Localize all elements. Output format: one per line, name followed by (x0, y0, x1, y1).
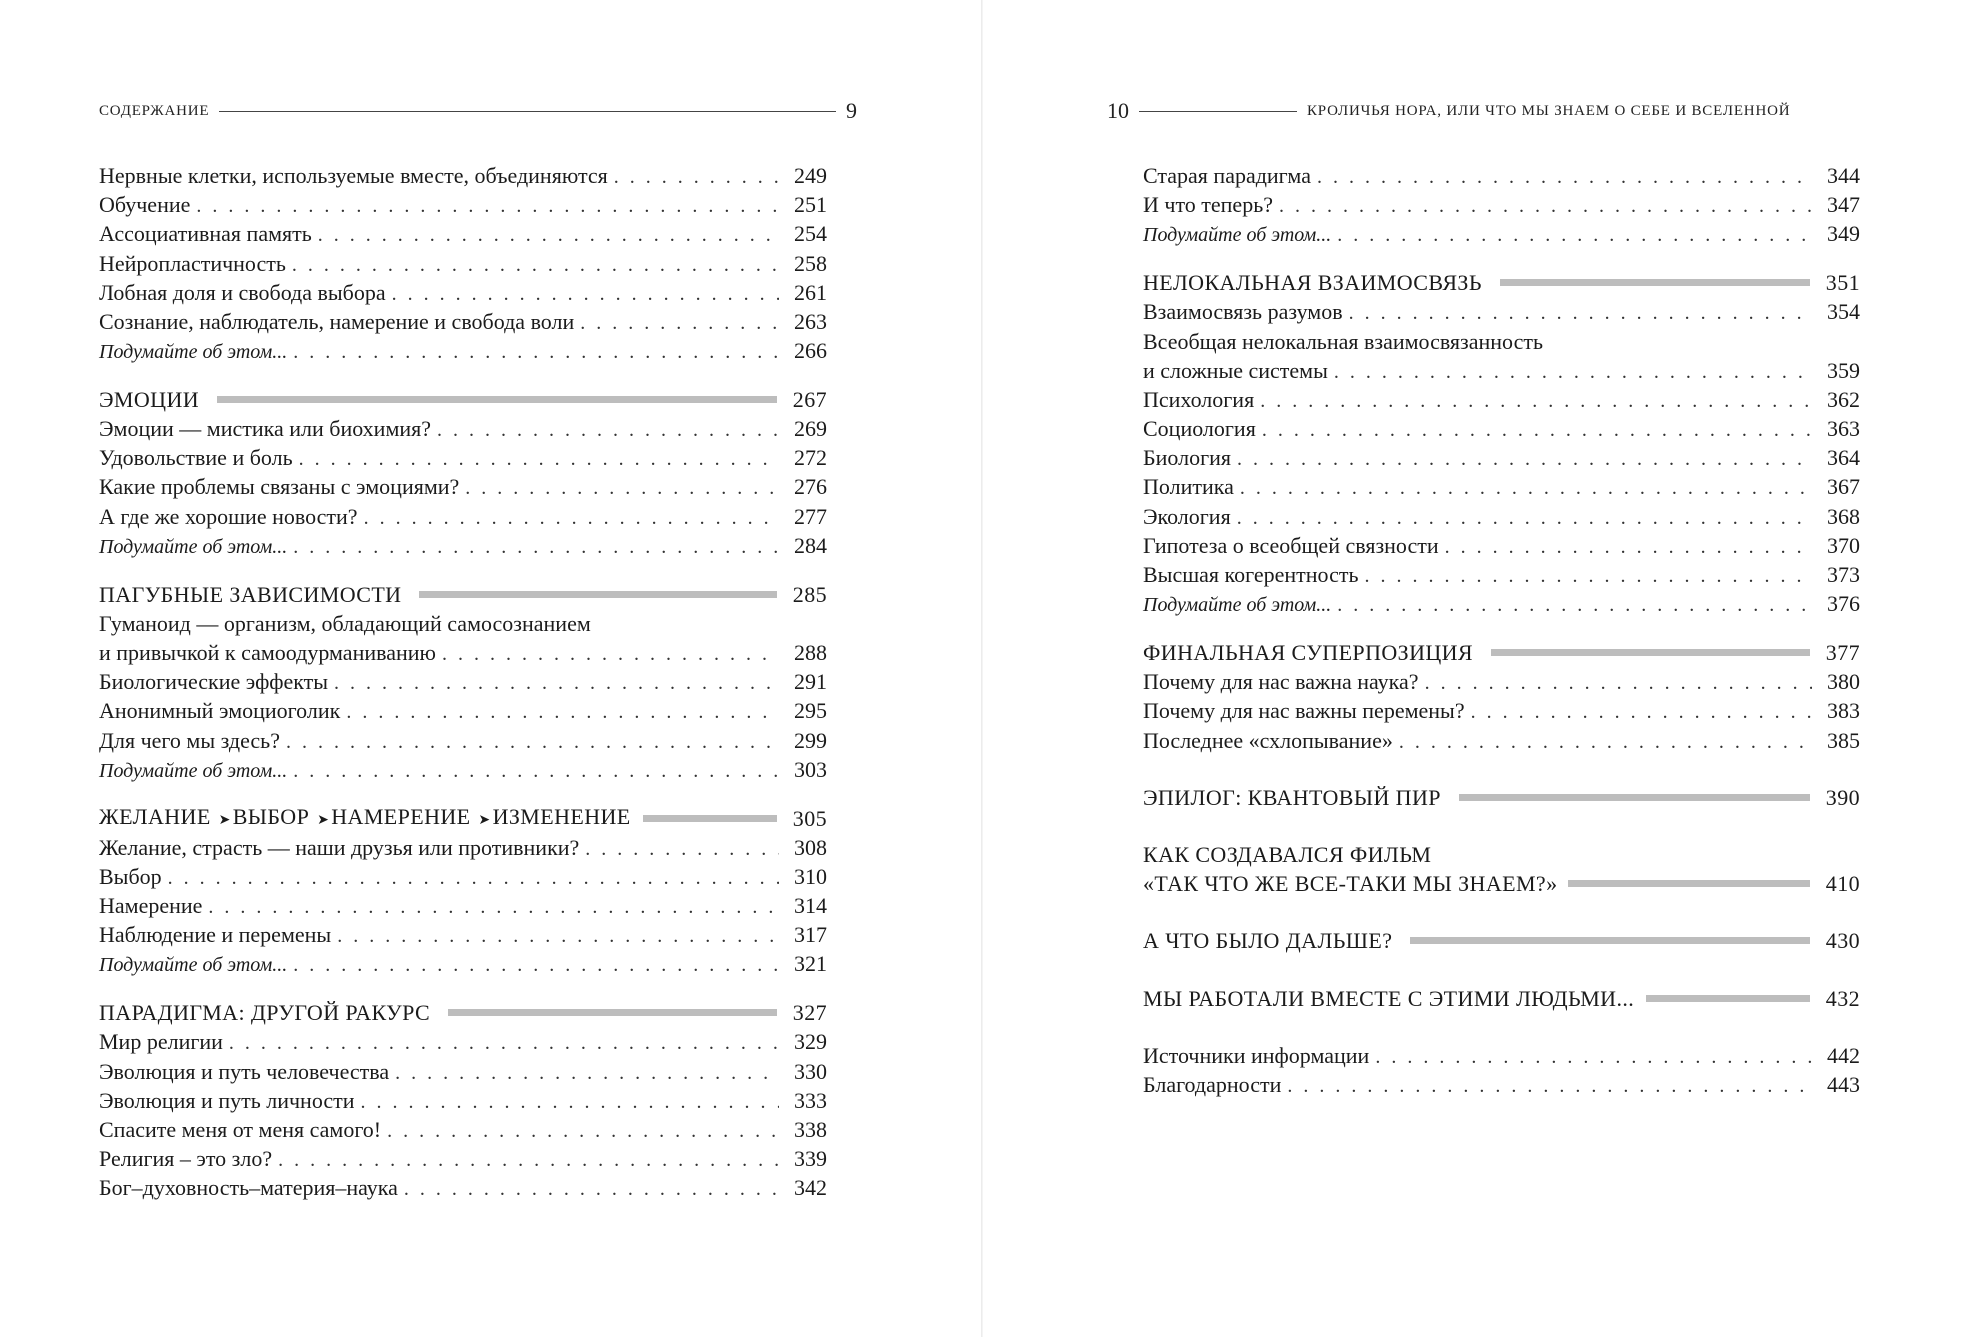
toc-entry-title: Анонимный эмоциоголик (99, 698, 341, 724)
toc-entry-title: Экология (1143, 503, 1231, 529)
toc-entry-page: 269 (794, 416, 827, 442)
table-of-contents (1143, 161, 1860, 1099)
leader-dots (387, 1117, 779, 1146)
toc-entry-page: 321 (794, 951, 827, 977)
chapter-heading-epilogue[interactable] (1143, 783, 1860, 812)
chapter-bar (217, 396, 777, 403)
toc-entry-title: Эволюция и путь личности (99, 1087, 355, 1113)
toc-entry-title: Ассоциативная память (99, 221, 312, 247)
toc-entry[interactable] (99, 161, 827, 190)
leader-dots (1279, 192, 1812, 221)
leader-dots (1262, 416, 1812, 445)
toc-entry-page: 443 (1827, 1071, 1860, 1097)
chapter-page: 305 (792, 805, 827, 831)
toc-entry-think[interactable] (1143, 589, 1860, 618)
chapter-bar (643, 815, 777, 822)
chapter-title: ЭПИЛОГ: КВАНТОВЫЙ ПИР (1143, 784, 1441, 810)
toc-entry[interactable] (99, 190, 827, 219)
leader-dots (1337, 221, 1812, 250)
toc-entry[interactable] (1143, 443, 1860, 472)
toc-entry[interactable] (99, 891, 827, 920)
toc-entry-page: 277 (794, 503, 827, 529)
leader-dots (1375, 1043, 1812, 1072)
toc-entry-page: 376 (1827, 591, 1860, 617)
toc-entry-title: Биология (1143, 445, 1232, 471)
chapter-title: ЭМОЦИИ (99, 387, 200, 412)
leader-dots (293, 757, 779, 786)
leader-dots (196, 192, 779, 221)
toc-entry-title: и сложные системы (1143, 357, 1328, 383)
leader-dots (337, 922, 779, 951)
chapter-bar (1568, 880, 1810, 887)
arrow-right-icon: ➤ (218, 812, 231, 828)
toc-entry-title: Нейропластичность (99, 250, 286, 276)
section-gap (1143, 1013, 1860, 1041)
leader-dots (229, 1029, 779, 1058)
toc-entry[interactable] (99, 443, 827, 472)
toc-entry-page: 339 (794, 1146, 827, 1172)
toc-entry[interactable] (99, 472, 827, 501)
table-of-contents (99, 161, 827, 1203)
leader-dots (168, 864, 779, 893)
leader-dots (1237, 445, 1812, 474)
toc-entry[interactable] (1143, 667, 1860, 696)
toc-entry-title: Религия – это зло? (99, 1146, 273, 1172)
chapter-page: 267 (792, 387, 827, 412)
leader-dots (1287, 1072, 1812, 1101)
toc-entry[interactable] (99, 1115, 827, 1144)
leader-dots (580, 309, 779, 338)
toc-entry-page: 349 (1827, 221, 1860, 247)
leader-dots (286, 728, 779, 757)
leader-dots (208, 893, 779, 922)
leader-dots (1260, 387, 1812, 416)
toc-entry[interactable] (1143, 356, 1860, 385)
toc-entry-title: Почему для нас важны перемены? (1143, 698, 1465, 724)
toc-entry[interactable] (1143, 696, 1860, 725)
chapter-bar (1459, 794, 1810, 801)
toc-entry-page: 263 (794, 308, 827, 334)
toc-entry-title: Мир религии (99, 1029, 223, 1055)
toc-entry-think[interactable] (99, 531, 827, 560)
toc-entry[interactable] (99, 833, 827, 862)
toc-entry-title: Бог–духовность–материя–наука (99, 1175, 398, 1201)
chapter-heading-next[interactable] (1143, 926, 1860, 955)
leader-dots (334, 669, 779, 698)
toc-entry-page: 251 (794, 192, 827, 218)
leader-dots (293, 951, 779, 980)
toc-entry-page: 299 (794, 727, 827, 753)
toc-entry-title: и привычкой к самоодурманиванию (99, 640, 436, 665)
toc-entry-page: 303 (794, 756, 827, 782)
leader-dots (293, 338, 779, 367)
toc-entry-title: Биологические эффекты (99, 669, 329, 695)
toc-entry-page: 347 (1827, 192, 1860, 218)
page-number: 9 (846, 98, 857, 123)
toc-entry-title: Подумайте об этом... (99, 954, 288, 977)
toc-entry-title: Подумайте об этом... (99, 759, 288, 782)
toc-entry[interactable] (99, 1173, 827, 1202)
leader-dots (1317, 163, 1812, 192)
toc-entry[interactable] (1143, 385, 1860, 414)
chapter-title: А ЧТО БЫЛО ДАЛЬШЕ? (1143, 928, 1393, 954)
leader-dots (404, 1175, 779, 1204)
chapter-page: 432 (1825, 985, 1860, 1011)
toc-entry-title: Старая парадигма (1143, 163, 1311, 188)
leader-dots (1334, 358, 1812, 387)
leader-dots (437, 416, 779, 445)
leader-dots (585, 835, 779, 864)
toc-entry[interactable] (99, 1144, 827, 1173)
right-page (982, 0, 1965, 1337)
toc-entry-think[interactable] (99, 336, 827, 365)
toc-entry[interactable] (1143, 726, 1860, 755)
chapter-bar (448, 1009, 777, 1016)
toc-entry-think[interactable] (1143, 219, 1860, 248)
leader-dots (278, 1146, 779, 1175)
leader-dots (465, 474, 779, 503)
toc-entry-title: Политика (1143, 474, 1234, 500)
toc-entry-title: Психология (1143, 386, 1255, 412)
toc-entry-page: 329 (794, 1029, 827, 1055)
toc-entry-page: 276 (794, 474, 827, 500)
leader-dots (395, 1059, 779, 1088)
running-head-title: КРОЛИЧЬЯ НОРА, ИЛИ ЧТО МЫ ЗНАЕМ О СЕБЕ И ВСЕЛЕННОЙ (1307, 102, 1791, 119)
chapter-heading-people[interactable] (1143, 984, 1860, 1013)
chapter-page: 327 (792, 1000, 827, 1026)
chapter-title: НЕЛОКАЛЬНАЯ ВЗАИМОСВЯЗЬ (1143, 270, 1482, 296)
toc-entry[interactable] (99, 638, 827, 667)
chapter-heading-final[interactable] (1143, 638, 1860, 667)
toc-entry-line[interactable]: Всеобщая нелокальная взаимосвязанность (1143, 328, 1544, 354)
toc-entry-title: И что теперь? (1143, 192, 1273, 218)
toc-entry-page: 314 (794, 893, 827, 919)
chapter-word: ЖЕЛАНИЕ (99, 803, 211, 829)
toc-entry-title: Подумайте об этом... (1143, 594, 1332, 617)
toc-entry-page: 330 (794, 1058, 827, 1084)
chapter-page: 285 (792, 581, 827, 607)
toc-entry[interactable] (1143, 502, 1860, 531)
leader-dots (1237, 504, 1812, 533)
toc-entry[interactable] (99, 1086, 827, 1115)
toc-entry-page: 359 (1827, 357, 1860, 383)
toc-entry-title: А где же хорошие новости? (99, 503, 358, 529)
chapter-word: ИЗМЕНЕНИЕ (492, 803, 631, 829)
toc-entry[interactable] (1143, 560, 1860, 589)
leader-dots (442, 640, 779, 669)
toc-entry-page: 354 (1827, 299, 1860, 325)
leader-dots (1240, 474, 1812, 503)
toc-entry-page: 261 (794, 279, 827, 305)
toc-entry-title: Какие проблемы связаны с эмоциями? (99, 474, 460, 500)
chapter-heading-paradigm[interactable] (99, 998, 827, 1027)
leader-dots (318, 221, 779, 250)
chapter-page: 390 (1825, 784, 1860, 810)
toc-entry[interactable] (99, 278, 827, 307)
toc-entry[interactable] (99, 307, 827, 336)
toc-entry[interactable] (99, 249, 827, 278)
chapter-bar (1646, 995, 1810, 1002)
chapter-bar (1500, 279, 1810, 286)
toc-entry-page: 383 (1827, 698, 1860, 724)
leader-dots (1471, 698, 1812, 727)
toc-entry-title: Лобная доля и свобода выбора (99, 279, 386, 305)
toc-entry[interactable] (1143, 297, 1860, 326)
arrow-right-icon: ➤ (317, 812, 330, 828)
toc-entry[interactable] (99, 667, 827, 696)
toc-entry[interactable] (99, 862, 827, 891)
toc-entry-title: Взаимосвязь разумов (1143, 299, 1343, 325)
page-number: 10 (1107, 98, 1129, 123)
toc-entry[interactable] (99, 1027, 827, 1056)
toc-entry-title: Выбор (99, 863, 162, 889)
leader-dots (1349, 299, 1812, 328)
toc-entry[interactable] (1143, 414, 1860, 443)
chapter-bar (1410, 937, 1810, 944)
toc-entry-page: 367 (1827, 474, 1860, 500)
toc-entry-page: 288 (794, 640, 827, 665)
chapter-title: «ТАК ЧТО ЖЕ ВСЕ-ТАКИ МЫ ЗНАЕМ?» (1143, 871, 1558, 897)
chapter-title: ПАГУБНЫЕ ЗАВИСИМОСТИ (99, 581, 402, 607)
running-head-title: СОДЕРЖАНИЕ (99, 102, 210, 119)
toc-entry-page: 442 (1827, 1042, 1860, 1068)
chapter-heading-film[interactable] (1143, 840, 1860, 898)
running-head (1107, 96, 1849, 126)
toc-entry-page: 370 (1827, 532, 1860, 558)
toc-entry-page: 333 (794, 1087, 827, 1113)
toc-entry-title: Подумайте об этом... (1143, 224, 1332, 247)
chapter-page: 377 (1825, 640, 1860, 666)
toc-entry-page: 368 (1827, 503, 1860, 529)
leader-dots (1399, 728, 1812, 757)
left-page (0, 0, 982, 1337)
toc-entry[interactable] (99, 1057, 827, 1086)
toc-entry[interactable] (99, 726, 827, 755)
chapter-heading-addictions[interactable] (99, 580, 827, 609)
chapter-bar (1491, 649, 1810, 656)
chapter-page: 430 (1825, 928, 1860, 954)
leader-dots (392, 280, 779, 309)
toc-entry-page: 308 (794, 834, 827, 860)
chapter-word: НАМЕРЕНИЕ (331, 803, 471, 829)
leader-dots (614, 163, 779, 192)
toc-entry-page: 291 (794, 669, 827, 695)
toc-entry[interactable] (99, 219, 827, 248)
chapter-title-line2 (1143, 869, 1860, 898)
toc-entry[interactable] (1143, 1041, 1860, 1070)
toc-entry-title: Удовольствие и боль (99, 445, 293, 471)
toc-entry-title: Гипотеза о всеобщей связности (1143, 532, 1439, 558)
toc-entry-page: 385 (1827, 727, 1860, 753)
toc-entry-title: Обучение (99, 192, 191, 218)
chapter-title: ПАРАДИГМА: ДРУГОЙ РАКУРС (99, 1000, 431, 1026)
leader-dots (364, 504, 779, 533)
toc-entry-title: Подумайте об этом... (99, 535, 288, 558)
arrow-right-icon: ➤ (478, 812, 491, 828)
toc-entry[interactable] (99, 696, 827, 725)
toc-entry-page: 317 (794, 922, 827, 948)
leader-dots (293, 533, 779, 562)
chapter-bar (419, 591, 777, 598)
toc-entry-page: 344 (1827, 163, 1860, 188)
leader-dots (292, 251, 779, 280)
chapter-heading-nonlocal[interactable] (1143, 268, 1860, 297)
toc-entry-page: 284 (794, 532, 827, 558)
chapter-title: ФИНАЛЬНАЯ СУПЕРПОЗИЦИЯ (1143, 640, 1474, 666)
leader-dots (1337, 591, 1812, 620)
toc-entry[interactable] (1143, 190, 1860, 219)
toc-entry-page: 249 (794, 163, 827, 188)
toc-entry-title: Социология (1143, 416, 1256, 442)
toc-entry-page: 363 (1827, 416, 1860, 442)
toc-entry-line[interactable]: Гуманоид — организм, обладающий самосознанием (99, 610, 591, 636)
chapter-page: 410 (1825, 871, 1860, 897)
toc-entry-title: Высшая когерентность (1143, 562, 1359, 588)
running-head-rule (1139, 111, 1297, 112)
leader-dots (1365, 562, 1813, 591)
toc-entry-title: Источники информации (1143, 1042, 1370, 1068)
toc-entry-page: 258 (794, 250, 827, 276)
toc-entry[interactable] (1143, 1070, 1860, 1099)
toc-entry-title: Сознание, наблюдатель, намерение и свобода воли (99, 308, 575, 334)
toc-entry-title: Эмоции — мистика или биохимия? (99, 416, 432, 442)
toc-entry-page: 254 (794, 221, 827, 247)
toc-entry-think[interactable] (99, 755, 827, 784)
toc-entry-think[interactable] (99, 949, 827, 978)
chapter-word: ВЫБОР (232, 803, 310, 829)
toc-entry-page: 272 (794, 445, 827, 471)
toc-entry-title: Последнее «схлопывание» (1143, 727, 1393, 753)
toc-entry-page: 295 (794, 698, 827, 724)
toc-entry-title: Желание, страсть — наши друзья или противники? (99, 834, 580, 860)
toc-entry-title: Для чего мы здесь? (99, 727, 280, 753)
toc-entry-title: Нервные клетки, используемые вместе, объединяются (99, 163, 608, 188)
running-head (99, 96, 857, 126)
leader-dots (1445, 533, 1812, 562)
leader-dots (361, 1088, 779, 1117)
toc-entry-page: 364 (1827, 445, 1860, 471)
chapter-heading-emotions[interactable] (99, 385, 827, 414)
toc-entry-page: 362 (1827, 386, 1860, 412)
toc-entry-title: Намерение (99, 893, 203, 919)
toc-entry[interactable] (1143, 531, 1860, 560)
toc-entry-page: 342 (794, 1175, 827, 1201)
toc-entry[interactable] (99, 502, 827, 531)
toc-entry-title: Наблюдение и перемены (99, 922, 332, 948)
running-head-rule (219, 111, 836, 112)
leader-dots (346, 698, 779, 727)
leader-dots (299, 445, 779, 474)
leader-dots (1425, 669, 1812, 698)
chapter-page: 351 (1825, 270, 1860, 296)
toc-entry-title: Эволюция и путь человечества (99, 1058, 390, 1084)
toc-entry-page: 380 (1827, 669, 1860, 695)
chapter-title (99, 802, 631, 835)
chapter-heading-desire[interactable] (99, 804, 827, 833)
toc-entry-page: 338 (794, 1117, 827, 1142)
toc-entry-page: 266 (794, 338, 827, 364)
toc-entry-page: 373 (1827, 562, 1860, 588)
toc-entry[interactable] (1143, 161, 1860, 190)
toc-entry[interactable] (99, 414, 827, 443)
toc-entry-title: Почему для нас важна наука? (1143, 669, 1419, 695)
toc-entry-title: Подумайте об этом... (99, 341, 288, 364)
chapter-title: КАК СОЗДАВАЛСЯ ФИЛЬМ (1143, 841, 1432, 867)
chapter-title: МЫ РАБОТАЛИ ВМЕСТЕ С ЭТИМИ ЛЮДЬМИ... (1143, 985, 1635, 1011)
toc-entry[interactable] (99, 920, 827, 949)
toc-entry-page: 310 (794, 863, 827, 889)
toc-entry[interactable] (1143, 472, 1860, 501)
toc-entry-title: Спасите меня от меня самого! (99, 1117, 382, 1142)
toc-entry-title: Благодарности (1143, 1071, 1282, 1097)
